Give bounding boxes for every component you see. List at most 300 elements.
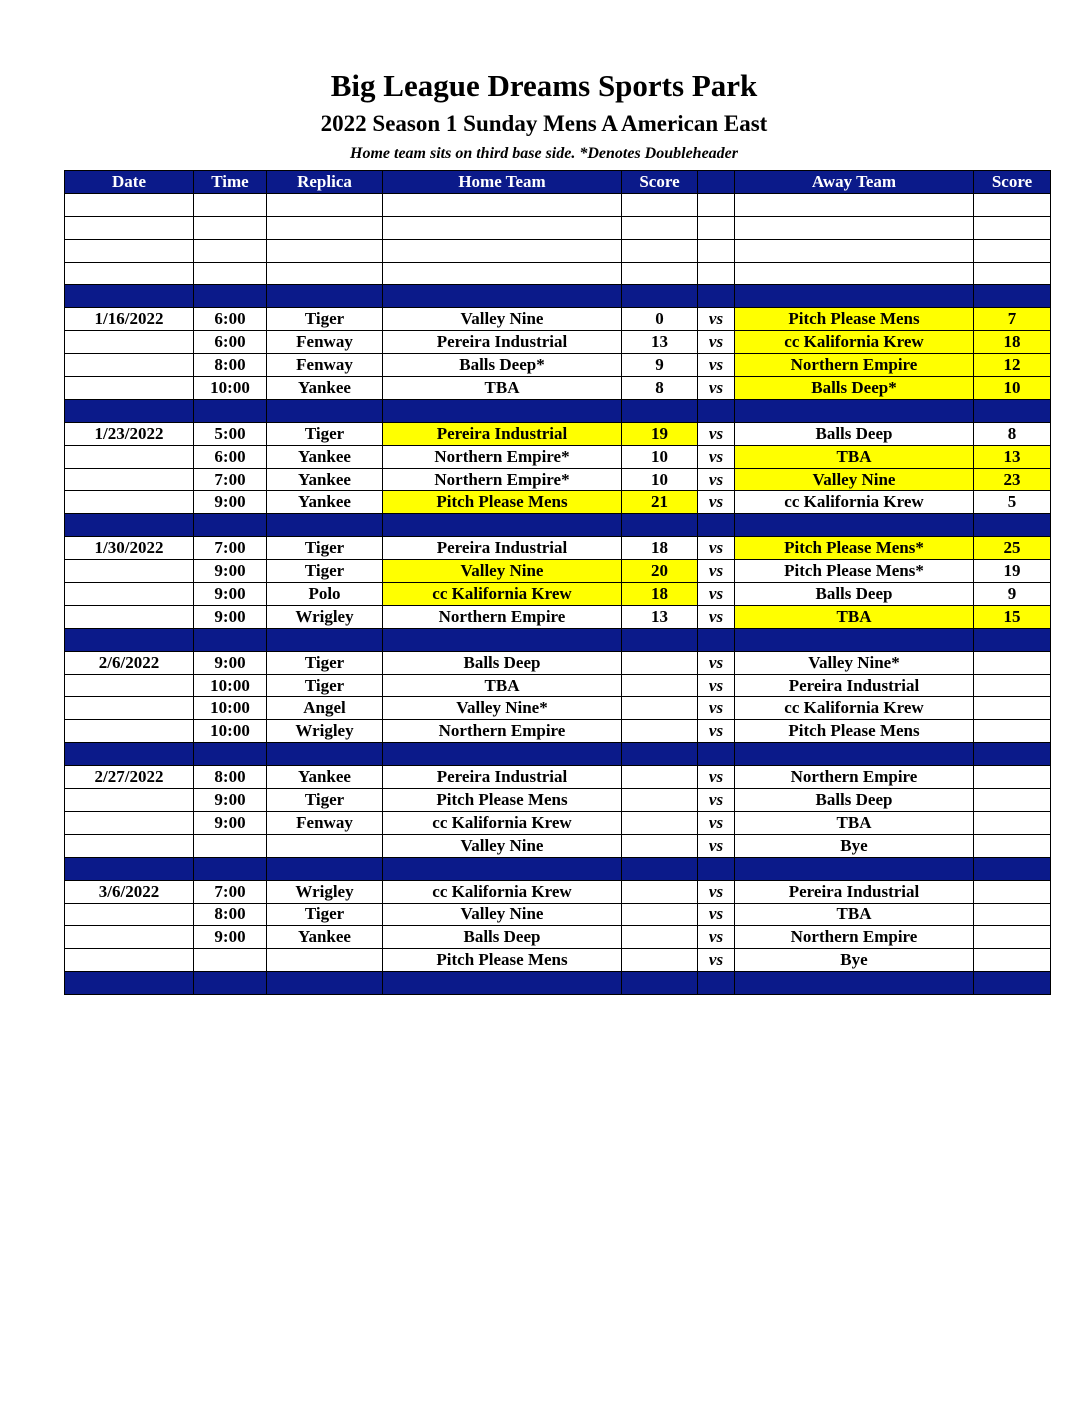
away-team-cell (735, 193, 974, 216)
date-cell: 1/23/2022 (65, 422, 194, 445)
away-team-cell (735, 857, 974, 880)
time-cell: 9:00 (194, 583, 267, 606)
away-team-cell: Balls Deep (735, 422, 974, 445)
away-score-cell (974, 262, 1051, 285)
replica-cell (267, 834, 383, 857)
game-row (65, 766, 1051, 789)
table-header-row (65, 171, 1051, 194)
vs-cell: vs (698, 926, 735, 949)
replica-cell: Tiger (267, 789, 383, 812)
home-score-cell (622, 811, 698, 834)
replica-cell (267, 285, 383, 308)
time-cell: 8:00 (194, 766, 267, 789)
away-score-cell (974, 674, 1051, 697)
vs-cell: vs (698, 949, 735, 972)
home-team-cell: cc Kalifornia Krew (383, 811, 622, 834)
away-score-cell (974, 789, 1051, 812)
replica-cell (267, 743, 383, 766)
away-team-cell: Valley Nine (735, 468, 974, 491)
home-team-cell: Pitch Please Mens (383, 491, 622, 514)
away-score-cell: 18 (974, 331, 1051, 354)
home-team-cell: Northern Empire (383, 605, 622, 628)
home-score-cell (622, 697, 698, 720)
game-row (65, 377, 1051, 400)
game-row (65, 560, 1051, 583)
home-score-cell: 10 (622, 468, 698, 491)
home-team-cell (383, 262, 622, 285)
home-team-cell: Pereira Industrial (383, 422, 622, 445)
date-cell (65, 834, 194, 857)
home-team-cell (383, 216, 622, 239)
vs-cell: vs (698, 766, 735, 789)
vs-cell (698, 285, 735, 308)
game-row (65, 491, 1051, 514)
game-row (65, 903, 1051, 926)
away-score-cell (974, 239, 1051, 262)
date-cell: 1/30/2022 (65, 537, 194, 560)
home-score-cell (622, 285, 698, 308)
time-cell: 9:00 (194, 560, 267, 583)
away-score-cell (974, 811, 1051, 834)
away-team-cell: cc Kalifornia Krew (735, 697, 974, 720)
vs-cell: vs (698, 834, 735, 857)
away-score-cell (974, 972, 1051, 995)
replica-cell: Angel (267, 697, 383, 720)
date-cell (65, 560, 194, 583)
home-score-cell (622, 857, 698, 880)
vs-cell (698, 193, 735, 216)
replica-cell (267, 399, 383, 422)
date-cell (65, 583, 194, 606)
away-score-cell (974, 628, 1051, 651)
date-cell (65, 811, 194, 834)
vs-cell: vs (698, 903, 735, 926)
vs-cell: vs (698, 354, 735, 377)
date-cell (65, 468, 194, 491)
away-score-cell (974, 926, 1051, 949)
home-score-cell (622, 720, 698, 743)
replica-cell: Yankee (267, 445, 383, 468)
away-team-cell: Pitch Please Mens* (735, 560, 974, 583)
time-cell: 9:00 (194, 926, 267, 949)
time-cell (194, 514, 267, 537)
time-cell: 9:00 (194, 491, 267, 514)
away-score-cell: 25 (974, 537, 1051, 560)
vs-cell: vs (698, 697, 735, 720)
home-team-cell (383, 514, 622, 537)
away-team-cell: Balls Deep* (735, 377, 974, 400)
replica-cell: Tiger (267, 651, 383, 674)
game-row (65, 422, 1051, 445)
away-score-cell: 7 (974, 308, 1051, 331)
home-score-cell: 0 (622, 308, 698, 331)
empty-row (65, 193, 1051, 216)
away-team-cell: TBA (735, 605, 974, 628)
away-score-cell (974, 193, 1051, 216)
vs-cell (698, 239, 735, 262)
time-cell: 10:00 (194, 674, 267, 697)
time-cell: 6:00 (194, 331, 267, 354)
away-score-cell: 8 (974, 422, 1051, 445)
home-score-cell: 18 (622, 583, 698, 606)
replica-cell: Wrigley (267, 720, 383, 743)
home-score-cell (622, 834, 698, 857)
home-team-cell: cc Kalifornia Krew (383, 583, 622, 606)
date-cell (65, 857, 194, 880)
away-score-cell (974, 743, 1051, 766)
vs-cell: vs (698, 811, 735, 834)
home-score-cell (622, 262, 698, 285)
away-team-cell: cc Kalifornia Krew (735, 331, 974, 354)
game-row (65, 720, 1051, 743)
time-cell: 10:00 (194, 697, 267, 720)
home-score-cell (622, 766, 698, 789)
vs-cell: vs (698, 422, 735, 445)
home-team-cell: Balls Deep* (383, 354, 622, 377)
home-score-cell (622, 972, 698, 995)
home-score-cell (622, 514, 698, 537)
home-team-cell: Valley Nine* (383, 697, 622, 720)
date-cell (65, 743, 194, 766)
home-score-cell: 9 (622, 354, 698, 377)
date-cell: 2/27/2022 (65, 766, 194, 789)
home-team-cell: Valley Nine (383, 308, 622, 331)
away-team-cell: Pitch Please Mens (735, 308, 974, 331)
away-score-cell (974, 766, 1051, 789)
home-team-cell: Pitch Please Mens (383, 949, 622, 972)
date-cell (65, 399, 194, 422)
away-score-cell (974, 514, 1051, 537)
game-row (65, 468, 1051, 491)
away-team-cell (735, 239, 974, 262)
home-score-cell (622, 903, 698, 926)
replica-cell: Fenway (267, 811, 383, 834)
replica-cell (267, 193, 383, 216)
away-team-cell: Northern Empire (735, 766, 974, 789)
replica-cell: Yankee (267, 766, 383, 789)
replica-cell: Yankee (267, 491, 383, 514)
away-team-cell: Pereira Industrial (735, 880, 974, 903)
date-cell: 2/6/2022 (65, 651, 194, 674)
column-header-date: Date (65, 171, 194, 194)
time-cell: 5:00 (194, 422, 267, 445)
replica-cell: Wrigley (267, 880, 383, 903)
home-team-cell: Valley Nine (383, 834, 622, 857)
home-score-cell (622, 628, 698, 651)
date-cell (65, 926, 194, 949)
away-team-cell: TBA (735, 903, 974, 926)
vs-cell (698, 262, 735, 285)
vs-cell: vs (698, 674, 735, 697)
time-cell (194, 834, 267, 857)
home-score-cell: 19 (622, 422, 698, 445)
vs-cell: vs (698, 560, 735, 583)
vs-cell: vs (698, 789, 735, 812)
away-team-cell (735, 262, 974, 285)
replica-cell: Fenway (267, 331, 383, 354)
schedule-note: Home team sits on third base side. *Denotes Doubleheader (350, 145, 738, 162)
schedule-body (65, 193, 1051, 994)
time-cell: 10:00 (194, 720, 267, 743)
date-cell (65, 445, 194, 468)
time-cell: 9:00 (194, 811, 267, 834)
game-row (65, 834, 1051, 857)
home-score-cell: 20 (622, 560, 698, 583)
time-cell (194, 949, 267, 972)
away-score-cell (974, 285, 1051, 308)
replica-cell: Fenway (267, 354, 383, 377)
week-separator-row (65, 972, 1051, 995)
time-cell (194, 399, 267, 422)
schedule-table (64, 170, 1051, 995)
away-team-cell (735, 216, 974, 239)
home-score-cell (622, 399, 698, 422)
time-cell: 6:00 (194, 308, 267, 331)
week-separator-row (65, 399, 1051, 422)
time-cell (194, 628, 267, 651)
home-score-cell (622, 926, 698, 949)
replica-cell (267, 514, 383, 537)
game-row (65, 354, 1051, 377)
column-header-time: Time (194, 171, 267, 194)
away-team-cell: cc Kalifornia Krew (735, 491, 974, 514)
date-cell (65, 628, 194, 651)
vs-cell (698, 216, 735, 239)
home-team-cell: Balls Deep (383, 926, 622, 949)
time-cell (194, 285, 267, 308)
away-score-cell: 9 (974, 583, 1051, 606)
vs-cell: vs (698, 308, 735, 331)
home-team-cell: Northern Empire (383, 720, 622, 743)
game-row (65, 697, 1051, 720)
vs-cell: vs (698, 445, 735, 468)
away-score-cell (974, 697, 1051, 720)
week-separator-row (65, 857, 1051, 880)
replica-cell: Yankee (267, 377, 383, 400)
home-score-cell (622, 880, 698, 903)
vs-cell: vs (698, 651, 735, 674)
away-score-cell: 15 (974, 605, 1051, 628)
date-cell (65, 377, 194, 400)
away-team-cell: TBA (735, 445, 974, 468)
date-cell: 3/6/2022 (65, 880, 194, 903)
time-cell (194, 262, 267, 285)
date-cell (65, 354, 194, 377)
home-team-cell: cc Kalifornia Krew (383, 880, 622, 903)
time-cell: 9:00 (194, 651, 267, 674)
replica-cell: Yankee (267, 468, 383, 491)
away-team-cell: Balls Deep (735, 583, 974, 606)
replica-cell (267, 857, 383, 880)
away-score-cell (974, 216, 1051, 239)
away-score-cell (974, 399, 1051, 422)
date-cell (65, 605, 194, 628)
away-team-cell (735, 285, 974, 308)
replica-cell: Polo (267, 583, 383, 606)
away-team-cell (735, 399, 974, 422)
vs-cell: vs (698, 880, 735, 903)
home-score-cell (622, 651, 698, 674)
time-cell (194, 972, 267, 995)
game-row (65, 308, 1051, 331)
home-team-cell: Pitch Please Mens (383, 789, 622, 812)
game-row (65, 789, 1051, 812)
away-team-cell (735, 743, 974, 766)
replica-cell: Tiger (267, 537, 383, 560)
page-title: Big League Dreams Sports Park (330, 68, 758, 103)
home-team-cell (383, 857, 622, 880)
column-header-vs (698, 171, 735, 194)
time-cell: 8:00 (194, 354, 267, 377)
replica-cell (267, 239, 383, 262)
date-cell (65, 193, 194, 216)
home-team-cell: Northern Empire* (383, 445, 622, 468)
date-cell (65, 491, 194, 514)
vs-cell (698, 628, 735, 651)
home-team-cell: Pereira Industrial (383, 537, 622, 560)
page-subtitle: 2022 Season 1 Sunday Mens A American East (320, 111, 768, 136)
home-score-cell: 10 (622, 445, 698, 468)
column-header-home-team: Home Team (383, 171, 622, 194)
away-team-cell: Pereira Industrial (735, 674, 974, 697)
time-cell (194, 216, 267, 239)
time-cell: 7:00 (194, 468, 267, 491)
replica-cell (267, 972, 383, 995)
game-row (65, 949, 1051, 972)
time-cell (194, 193, 267, 216)
vs-cell: vs (698, 491, 735, 514)
empty-row (65, 216, 1051, 239)
away-team-cell: Northern Empire (735, 926, 974, 949)
home-score-cell: 18 (622, 537, 698, 560)
home-team-cell (383, 285, 622, 308)
away-team-cell (735, 628, 974, 651)
home-team-cell: TBA (383, 674, 622, 697)
away-score-cell (974, 857, 1051, 880)
home-team-cell (383, 239, 622, 262)
game-row (65, 926, 1051, 949)
date-cell (65, 262, 194, 285)
time-cell: 6:00 (194, 445, 267, 468)
away-team-cell: Balls Deep (735, 789, 974, 812)
time-cell: 9:00 (194, 789, 267, 812)
date-cell (65, 285, 194, 308)
home-team-cell: Pereira Industrial (383, 331, 622, 354)
date-cell (65, 972, 194, 995)
home-team-cell: TBA (383, 377, 622, 400)
replica-cell: Tiger (267, 308, 383, 331)
away-team-cell (735, 972, 974, 995)
away-score-cell: 13 (974, 445, 1051, 468)
home-score-cell: 8 (622, 377, 698, 400)
time-cell: 7:00 (194, 537, 267, 560)
time-cell: 8:00 (194, 903, 267, 926)
vs-cell: vs (698, 331, 735, 354)
vs-cell: vs (698, 720, 735, 743)
away-team-cell (735, 514, 974, 537)
away-score-cell: 12 (974, 354, 1051, 377)
game-row (65, 811, 1051, 834)
home-team-cell (383, 972, 622, 995)
home-score-cell: 13 (622, 605, 698, 628)
replica-cell: Tiger (267, 560, 383, 583)
week-separator-row (65, 285, 1051, 308)
vs-cell (698, 399, 735, 422)
week-separator-row (65, 628, 1051, 651)
away-team-cell: Pitch Please Mens (735, 720, 974, 743)
vs-cell: vs (698, 605, 735, 628)
column-header-away-team: Away Team (735, 171, 974, 194)
column-header-home-score: Score (622, 171, 698, 194)
replica-cell: Yankee (267, 926, 383, 949)
away-score-cell (974, 720, 1051, 743)
date-cell (65, 674, 194, 697)
home-score-cell (622, 674, 698, 697)
replica-cell: Tiger (267, 674, 383, 697)
game-row (65, 537, 1051, 560)
week-separator-row (65, 743, 1051, 766)
home-team-cell: Northern Empire* (383, 468, 622, 491)
away-score-cell (974, 949, 1051, 972)
home-score-cell (622, 743, 698, 766)
home-team-cell: Valley Nine (383, 903, 622, 926)
home-score-cell (622, 216, 698, 239)
game-row (65, 583, 1051, 606)
home-team-cell (383, 628, 622, 651)
home-score-cell (622, 789, 698, 812)
away-team-cell: TBA (735, 811, 974, 834)
time-cell: 7:00 (194, 880, 267, 903)
away-team-cell: Valley Nine* (735, 651, 974, 674)
date-cell (65, 903, 194, 926)
game-row (65, 331, 1051, 354)
game-row (65, 674, 1051, 697)
vs-cell (698, 857, 735, 880)
date-cell (65, 514, 194, 537)
replica-cell: Tiger (267, 422, 383, 445)
date-cell (65, 697, 194, 720)
home-team-cell (383, 399, 622, 422)
home-score-cell (622, 193, 698, 216)
home-team-cell: Valley Nine (383, 560, 622, 583)
date-cell (65, 216, 194, 239)
empty-row (65, 262, 1051, 285)
away-team-cell: Pitch Please Mens* (735, 537, 974, 560)
home-score-cell: 13 (622, 331, 698, 354)
vs-cell (698, 514, 735, 537)
game-row (65, 651, 1051, 674)
home-team-cell: Balls Deep (383, 651, 622, 674)
week-separator-row (65, 514, 1051, 537)
time-cell (194, 239, 267, 262)
away-score-cell: 23 (974, 468, 1051, 491)
time-cell: 10:00 (194, 377, 267, 400)
away-score-cell: 19 (974, 560, 1051, 583)
date-cell (65, 331, 194, 354)
away-team-cell: Bye (735, 834, 974, 857)
vs-cell: vs (698, 377, 735, 400)
time-cell (194, 857, 267, 880)
away-score-cell: 5 (974, 491, 1051, 514)
time-cell: 9:00 (194, 605, 267, 628)
date-cell: 1/16/2022 (65, 308, 194, 331)
date-cell (65, 949, 194, 972)
home-score-cell: 21 (622, 491, 698, 514)
away-team-cell: Northern Empire (735, 354, 974, 377)
replica-cell (267, 628, 383, 651)
vs-cell: vs (698, 583, 735, 606)
time-cell (194, 743, 267, 766)
